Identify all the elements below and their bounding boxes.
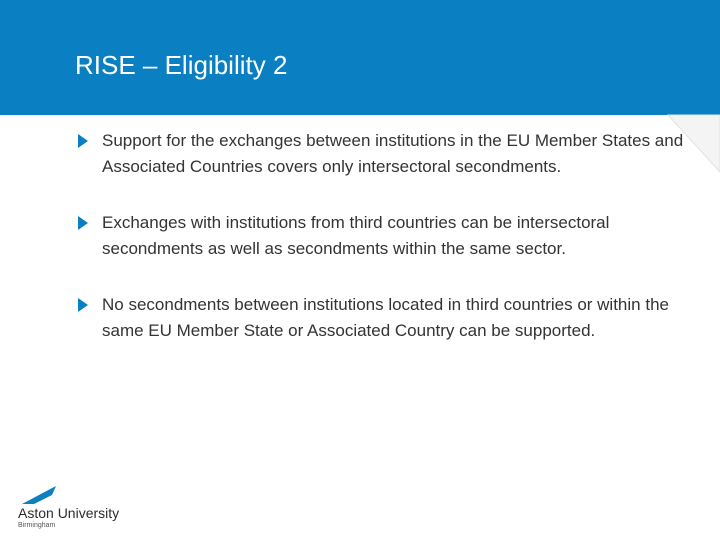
bullet-arrow-icon xyxy=(78,134,88,148)
bullet-item xyxy=(78,292,688,344)
bullet-item xyxy=(78,210,688,262)
bullet-item xyxy=(78,128,688,180)
bullet-text: No secondments between institutions located in third countries or within the same EU Member State or Associated Country can be supported. xyxy=(102,295,669,340)
university-logo xyxy=(14,484,134,534)
bullet-arrow-icon xyxy=(78,298,88,312)
slide-title: RISE – Eligibility 2 xyxy=(75,50,288,80)
bullet-text: Exchanges with institutions from third countries can be intersectoral secondments as well as secondments within the same sector. xyxy=(102,213,610,258)
bullet-list xyxy=(78,128,688,374)
logo-mark-icon xyxy=(14,484,74,506)
logo-city: Birmingham xyxy=(18,522,56,529)
logo-name: Aston University xyxy=(18,505,120,521)
bullet-arrow-icon xyxy=(78,216,88,230)
bullet-text: Support for the exchanges between institutions in the EU Member States and Associated Countries covers only intersectoral secondments. xyxy=(102,131,684,176)
